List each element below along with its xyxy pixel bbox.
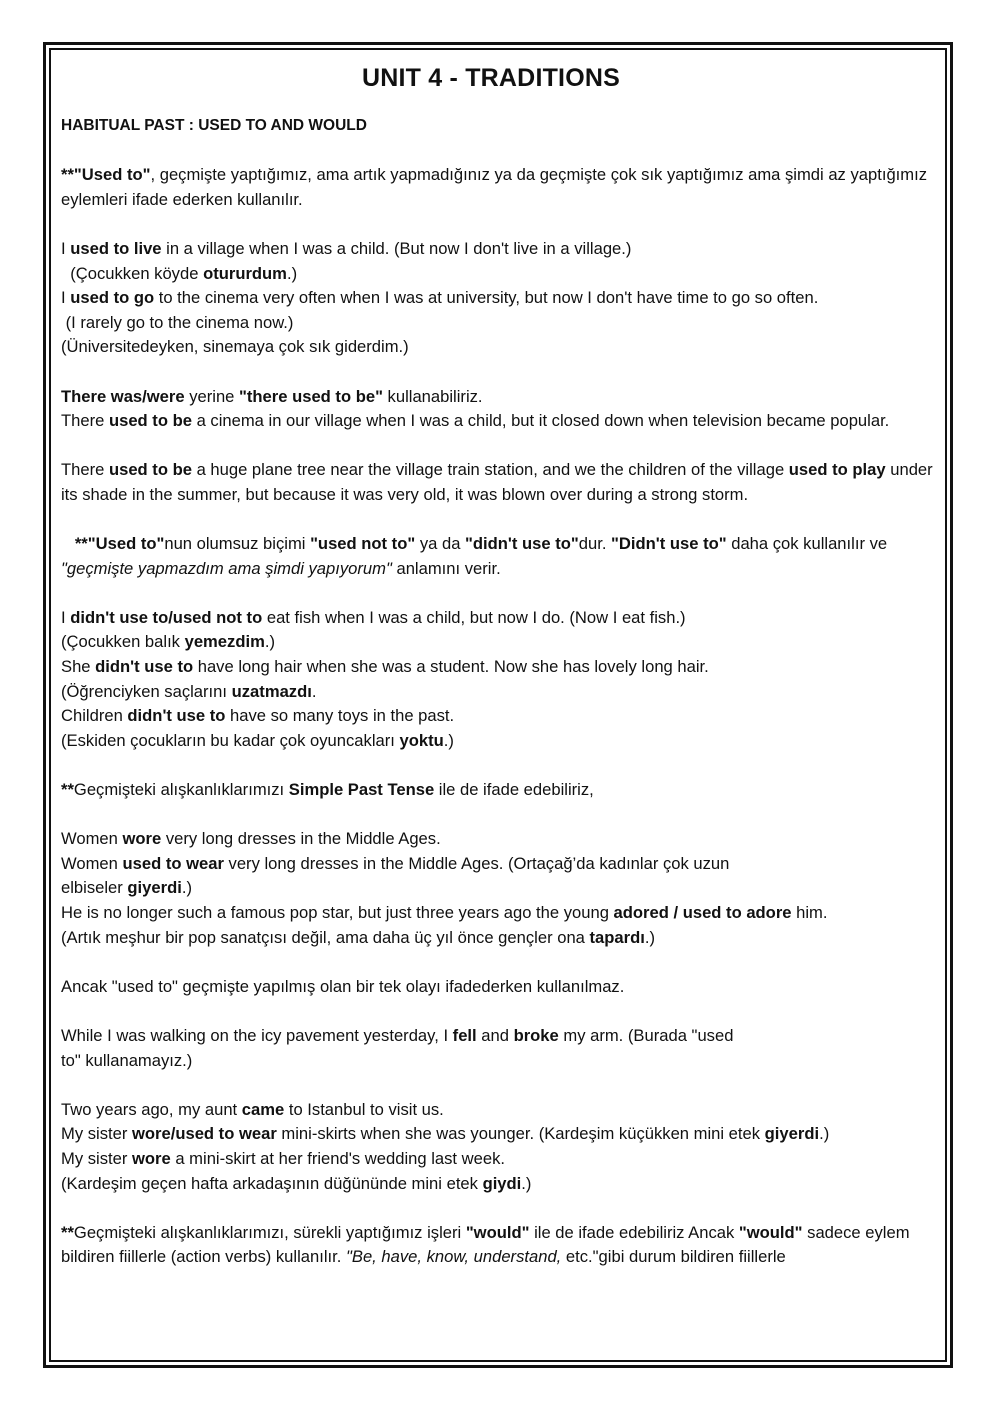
text-line	[61, 286, 941, 311]
section-heading: HABITUAL PAST : USED TO AND WOULD	[61, 117, 367, 134]
spacer	[61, 753, 941, 778]
text-run: Ancak "used to" geçmişte yapılmış olan bir tek olayı ifadederken kullanılmaz.	[61, 976, 625, 996]
text-run: There	[61, 460, 109, 480]
text-run: .	[311, 681, 317, 701]
text-run: .)	[521, 1173, 532, 1193]
bold-text: used to be	[108, 411, 192, 431]
spacer	[61, 212, 941, 237]
spacer	[61, 434, 941, 459]
text-run: I	[61, 288, 71, 308]
text-run: my arm. (Burada "used	[558, 1025, 734, 1045]
bold-text: used to be	[108, 460, 192, 480]
bold-text: "Didn't use to"	[611, 534, 727, 554]
text-run: have long hair when she was a student. Now she has lovely long hair.	[193, 657, 709, 677]
text-run: I	[61, 607, 71, 627]
bold-text: **	[61, 780, 74, 800]
text-run: While I was walking on the icy pavement yesterday, I	[61, 1025, 453, 1045]
text-line	[61, 680, 941, 705]
text-run: Geçmişteki alışkanlıklarımızı	[73, 780, 289, 800]
bold-text: wore	[122, 829, 162, 849]
body-text	[61, 163, 941, 1270]
text-run: elbiseler	[61, 878, 128, 898]
spacer	[61, 1073, 941, 1098]
bold-text: **"Used to"	[74, 534, 165, 554]
bold-text: "would"	[465, 1222, 530, 1242]
bold-text: wore	[132, 1148, 171, 1168]
text-run: She	[61, 657, 96, 677]
text-line	[61, 163, 941, 212]
italic-text: "geçmişte yapmazdım ama şimdi yapıyorum"	[61, 558, 392, 578]
text-line	[61, 975, 941, 1000]
text-run: very long dresses in the Middle Ages.	[161, 829, 441, 849]
text-run: kullanabiliriz.	[382, 386, 483, 406]
text-run: very long dresses in the Middle Ages. (Ortaçağ’da kadınlar çok uzun	[223, 853, 730, 873]
text-line	[61, 876, 941, 901]
bold-text: giydi	[482, 1173, 522, 1193]
text-run: (Üniversitedeyken, sinemaya çok sık giderdim.)	[61, 337, 409, 357]
text-run: anlamını verir.	[391, 558, 501, 578]
spacer	[61, 1196, 941, 1221]
text-run: to the cinema very often when I was at university, but now I don't have time to go so often.	[154, 288, 819, 308]
bold-text: used to wear	[122, 853, 224, 873]
text-line	[61, 901, 941, 926]
bold-text: otururdum	[203, 263, 287, 283]
bold-text: Simple Past Tense	[288, 780, 435, 800]
bold-text: giyerdi	[127, 878, 182, 898]
text-line	[61, 630, 941, 655]
text-run: to Istanbul to visit us.	[284, 1099, 444, 1119]
text-run: (Çocukken balık	[61, 632, 185, 652]
text-line	[61, 1122, 941, 1147]
spacer	[61, 581, 941, 606]
text-run: and	[476, 1025, 514, 1045]
text-run: .)	[443, 730, 454, 750]
text-run: There	[61, 411, 109, 431]
bold-text: came	[241, 1099, 285, 1119]
text-run: , geçmişte yaptığımız, ama artık yapmadığınız ya da geçmişte çok sık yaptığımız ama şimdi az yaptığımız eylemleri ifade ederken kullanılır.	[61, 165, 932, 209]
text-run: (Öğrenciyken saçlarını	[61, 681, 232, 701]
text-line	[61, 655, 941, 680]
text-line	[61, 852, 941, 877]
text-run: a cinema in our village when I was a child, but it closed down when television became popular.	[191, 411, 890, 431]
text-run: I	[61, 238, 71, 258]
text-run: (Çocukken köyde	[61, 263, 204, 283]
spacer	[61, 139, 941, 164]
bold-text: "didn't use to"	[465, 534, 579, 554]
text-run: etc."gibi durum bildiren fiillerle	[561, 1247, 786, 1267]
text-run	[61, 534, 75, 553]
text-run: .)	[181, 878, 192, 898]
worksheet-content	[61, 56, 941, 1270]
bold-text: broke	[513, 1025, 559, 1045]
bold-text: "used not to"	[310, 534, 416, 554]
bold-text: didn't use to/used not to	[70, 607, 263, 627]
text-run: him.	[791, 903, 828, 922]
bold-text: used to live	[70, 238, 162, 258]
bold-text: used to go	[70, 288, 155, 308]
text-run: (Kardeşim geçen hafta arkadaşının düğününde mini etek	[61, 1173, 483, 1193]
text-run: in a village when I was a child. (But now I don't live in a village.)	[161, 238, 632, 258]
bold-text: There was/were	[61, 386, 185, 406]
text-run: have so many toys in the past.	[225, 706, 455, 726]
text-run: Geçmişteki alışkanlıklarımızı, sürekli yaptığımız işleri	[73, 1222, 466, 1242]
text-run: .)	[286, 263, 298, 283]
text-run: My sister	[61, 1124, 132, 1144]
bold-text: didn't use to	[95, 657, 194, 677]
bold-text: **"Used to"	[61, 165, 151, 185]
bold-text: uzatmazdı	[231, 681, 312, 701]
bold-text: didn't use to	[127, 706, 226, 726]
bold-text: used to play	[788, 460, 886, 480]
text-line	[61, 335, 941, 360]
text-run: Women	[61, 829, 123, 849]
bold-text: giyerdi	[764, 1124, 820, 1144]
bold-text: fell	[452, 1025, 477, 1045]
text-run: a huge plane tree near the village train station, and we the children of the village	[191, 460, 789, 480]
text-run: ile de ifade edebiliriz Ancak	[529, 1222, 739, 1242]
text-line	[61, 1172, 941, 1197]
text-line	[61, 1024, 941, 1049]
bold-text: **	[61, 1222, 74, 1242]
text-line	[61, 1049, 941, 1074]
text-run: sadece eylem bildiren fiillerle (action verbs) kullanılır.	[61, 1222, 915, 1267]
text-run: to" kullanamayız.)	[61, 1050, 193, 1070]
spacer	[61, 360, 941, 385]
text-run: ya da	[415, 534, 466, 554]
page-title: UNIT 4 - TRADITIONS	[362, 64, 620, 92]
spacer	[61, 999, 941, 1024]
text-run: Children	[61, 706, 128, 726]
text-line	[61, 1147, 941, 1172]
text-run: He is no longer such a famous pop star, but just three years ago the young	[61, 903, 614, 922]
text-run: eat fish when I was a child, but now I do. (Now I eat fish.)	[262, 607, 686, 627]
text-line	[61, 1221, 941, 1270]
text-line	[61, 409, 941, 434]
text-line	[61, 827, 941, 852]
text-run: a mini-skirt at her friend's wedding last week.	[170, 1148, 505, 1168]
text-run: daha çok kullanılır ve	[726, 534, 892, 554]
bold-text: tapardı	[589, 927, 645, 947]
text-run: (I rarely go to the cinema now.)	[61, 312, 294, 332]
spacer	[61, 803, 941, 828]
text-line	[61, 458, 941, 507]
text-line	[61, 262, 941, 287]
bold-text: yoktu	[399, 730, 444, 750]
text-line	[61, 778, 941, 803]
bold-text: yemezdim	[184, 632, 265, 652]
text-line	[61, 926, 941, 951]
text-run: Two years ago, my aunt	[61, 1099, 242, 1119]
bold-text: adored / used to adore	[613, 903, 792, 922]
text-line	[61, 704, 941, 729]
italic-text: "Be, have, know, understand,	[345, 1247, 562, 1267]
bold-text: "there used to be"	[239, 386, 383, 406]
text-line	[61, 606, 941, 631]
text-run: .)	[264, 632, 275, 652]
text-run: ile de ifade edebiliriz,	[434, 780, 594, 800]
text-run: nun olumsuz biçimi	[164, 534, 311, 554]
text-run: My sister	[61, 1148, 132, 1168]
text-run: (Eskiden çocukların bu kadar çok oyuncakları	[61, 730, 400, 750]
bold-text: wore/used to wear	[132, 1124, 277, 1144]
text-line	[61, 385, 941, 410]
text-run: Women	[61, 853, 123, 873]
bold-text: "would"	[738, 1222, 803, 1242]
text-line	[61, 237, 941, 262]
spacer	[61, 508, 941, 533]
text-line	[61, 729, 941, 754]
text-run: under its shade in the summer, but because it was very old, it was blown over during a strong storm.	[61, 460, 938, 504]
text-line	[61, 1098, 941, 1123]
text-run: mini-skirts when she was younger. (Kardeşim küçükken mini etek	[276, 1124, 765, 1144]
text-run: .)	[819, 1124, 830, 1144]
text-run: (Artık meşhur bir pop sanatçısı değil, ama daha üç yıl önce gençler ona	[61, 927, 590, 947]
text-line	[61, 311, 941, 336]
text-run: yerine	[184, 386, 240, 406]
text-run: dur.	[578, 534, 612, 554]
spacer	[61, 950, 941, 975]
text-line	[61, 532, 941, 581]
text-run: .)	[644, 927, 655, 947]
